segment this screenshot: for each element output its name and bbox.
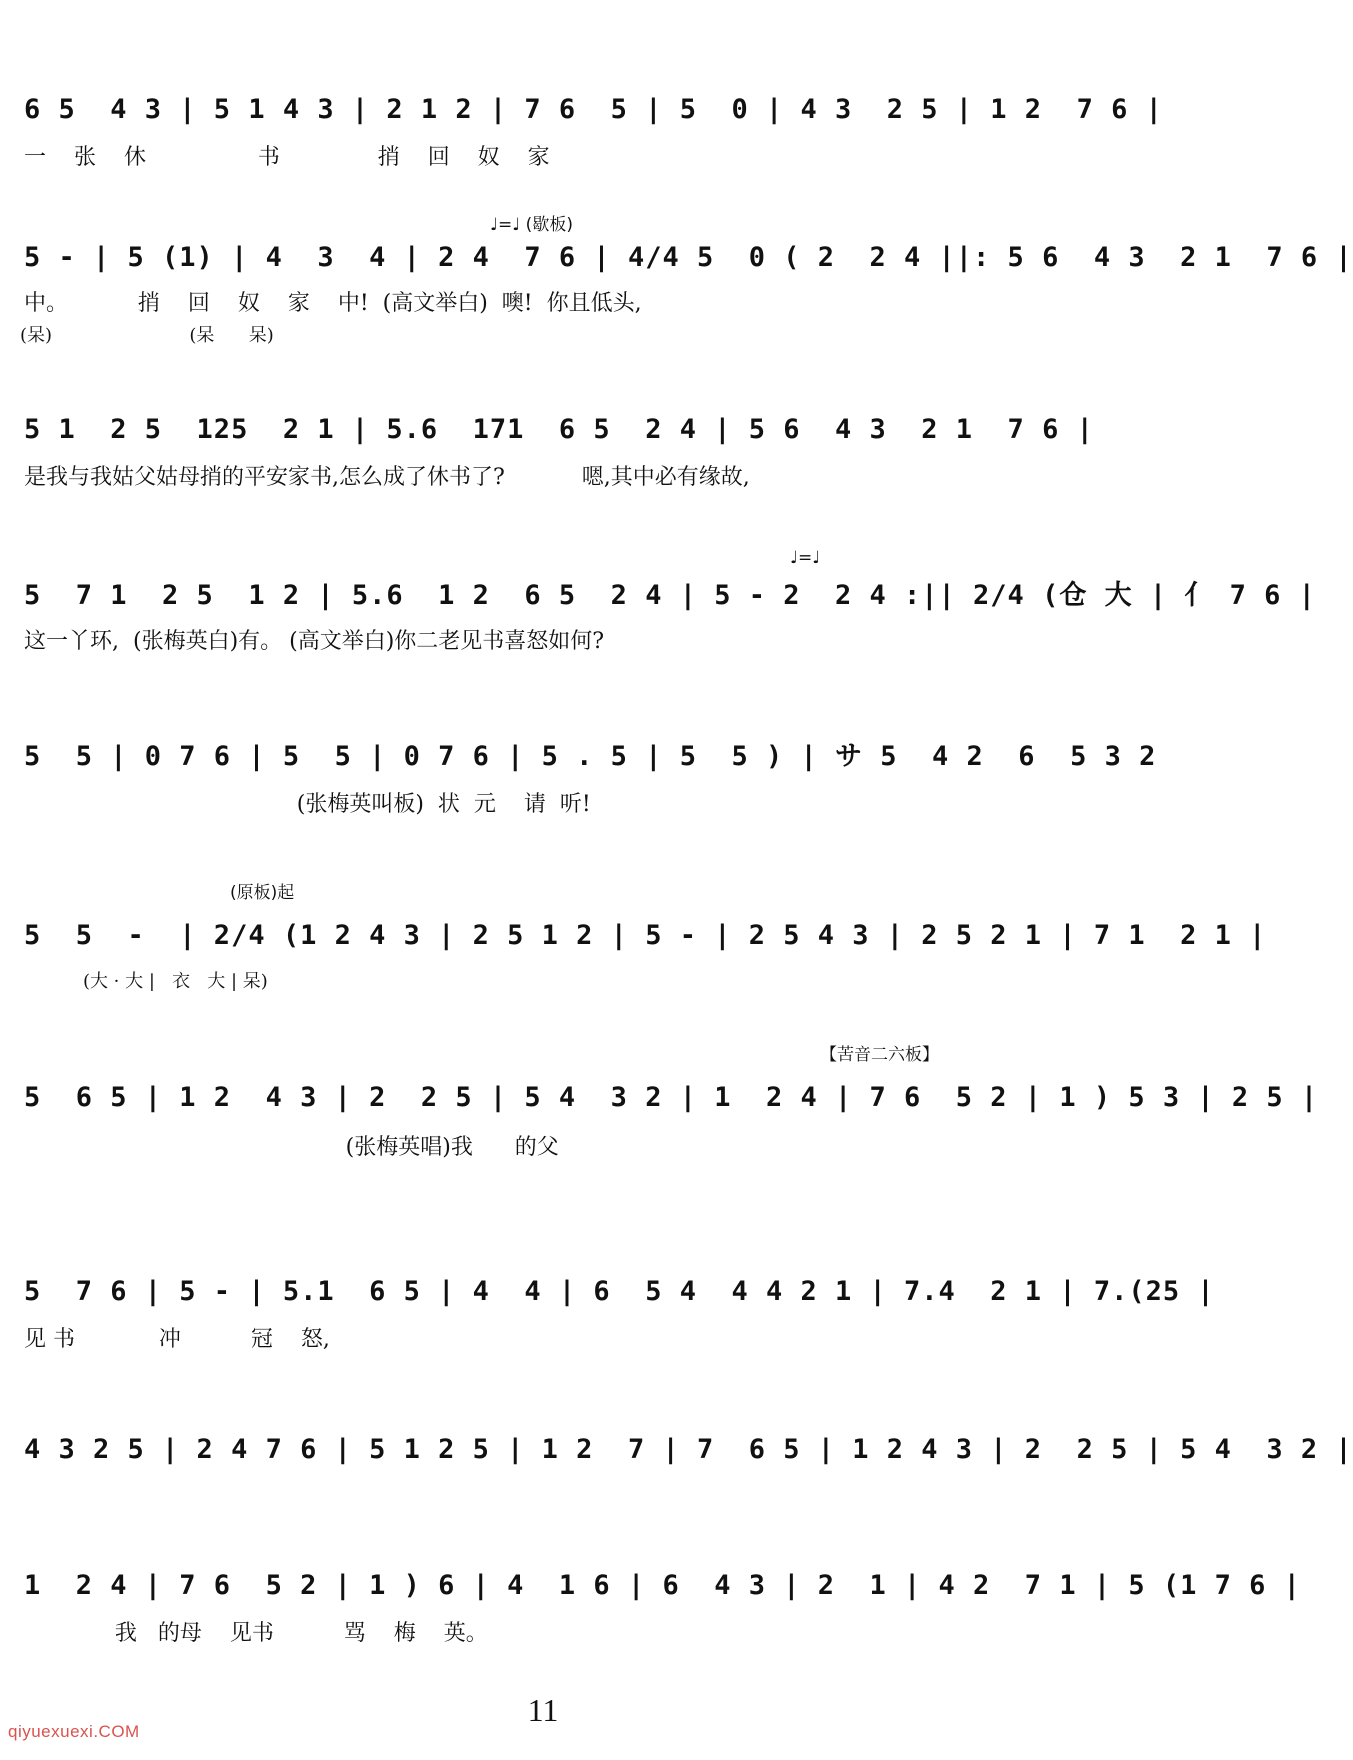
page-number: 11 — [527, 1692, 559, 1728]
notation-line: 4 3 2 5 | 2 4 7 6 | 5 1 2 5 | 1 2 7 | 7 6 5 | 1 2 4 3 | 2 2 5 | 5 4 3 2 | — [24, 1434, 1353, 1465]
percussion-line: (大 · 大 | 衣 大 | 呆) — [20, 971, 268, 992]
score-system-5 — [0, 715, 1157, 875]
lyrics-line: (张梅英唱)我 的父 — [24, 1135, 559, 1160]
lyrics-line: (张梅英叫板) 状 元 请 听! — [24, 792, 591, 817]
score-system-3 — [0, 390, 1094, 550]
notation-line: 6 5 4 3 | 5 1 4 3 | 2 1 2 | 7 6 5 | 5 0 | 4 3 2 5 | 1 2 7 6 | — [24, 94, 1163, 125]
percussion-line: (呆) (呆 呆) — [20, 325, 274, 346]
lyrics-line: 我 的母 见书 骂 梅 英。 — [24, 1621, 488, 1646]
score-system-1 — [0, 70, 1163, 230]
tempo-marking: (原板)起 — [230, 883, 295, 903]
lyrics-line: 这一丫环, (张梅英白)有。 (高文举白)你二老见书喜怒如何? — [24, 629, 605, 654]
notation-line: 5 7 6 | 5 - | 5.1 6 5 | 4 4 | 6 5 4 4 4 2 1 | 7.4 2 1 | 7.(25 | — [24, 1276, 1215, 1307]
score-system-4 — [0, 548, 1316, 708]
notation-line: 5 7 1 2 5 1 2 | 5.6 1 2 6 5 2 4 | 5 - 2 2 4 :|| 2/4 (仓 大 | 亻 7 6 | — [24, 580, 1316, 611]
notation-line: 5 6 5 | 1 2 4 3 | 2 2 5 | 5 4 3 2 | 1 2 4 | 7 6 5 2 | 1 ) 5 3 | 2 5 | — [24, 1082, 1319, 1113]
notation-line: 5 5 - | 2/4 (1 2 4 3 | 2 5 1 2 | 5 - | 2 5 4 3 | 2 5 2 1 | 7 1 2 1 | — [24, 920, 1267, 951]
notation-line: 5 1 2 5 125 2 1 | 5.6 171 6 5 2 4 | 5 6 4 3 2 1 7 6 | — [24, 414, 1094, 445]
tempo-marking: ♩=♩ (歇板) — [490, 215, 573, 235]
notation-line: 5 5 | 0 7 6 | 5 5 | 0 7 6 | 5 . 5 | 5 5 ) | サ 5 4 2 6 5 3 2 — [24, 741, 1157, 772]
site-watermark: qiyuexuexi.COM — [8, 1722, 140, 1741]
score-system-8 — [0, 1250, 1215, 1410]
notation-line: 5 - | 5 (1) | 4 3 4 | 2 4 7 6 | 4/4 5 0 ( 2 2 4 ||: 5 6 4 3 2 1 7 6 | — [24, 242, 1353, 273]
tempo-marking: 【苦音二六板】 — [820, 1045, 939, 1065]
lyrics-line: 一 张 休 书 捎 回 奴 家 — [24, 145, 550, 170]
tempo-marking: ♩=♩ — [790, 548, 821, 568]
lyrics-line: 见 书 冲 冠 怒, — [24, 1327, 330, 1352]
lyrics-line: 中。 捎 回 奴 家 中! (高文举白) 噢! 你且低头, — [24, 291, 642, 316]
score-system-2 — [0, 210, 1353, 370]
notation-line: 1 2 4 | 7 6 5 2 | 1 ) 6 | 4 1 6 | 6 4 3 | 2 1 | 4 2 7 1 | 5 (1 7 6 | — [24, 1570, 1301, 1601]
score-system-7 — [0, 1040, 1319, 1200]
lyrics-line: 是我与我姑父姑母捎的平安家书,怎么成了休书了? 嗯,其中必有缘故, — [24, 465, 750, 490]
score-system-6 — [0, 878, 1267, 1038]
